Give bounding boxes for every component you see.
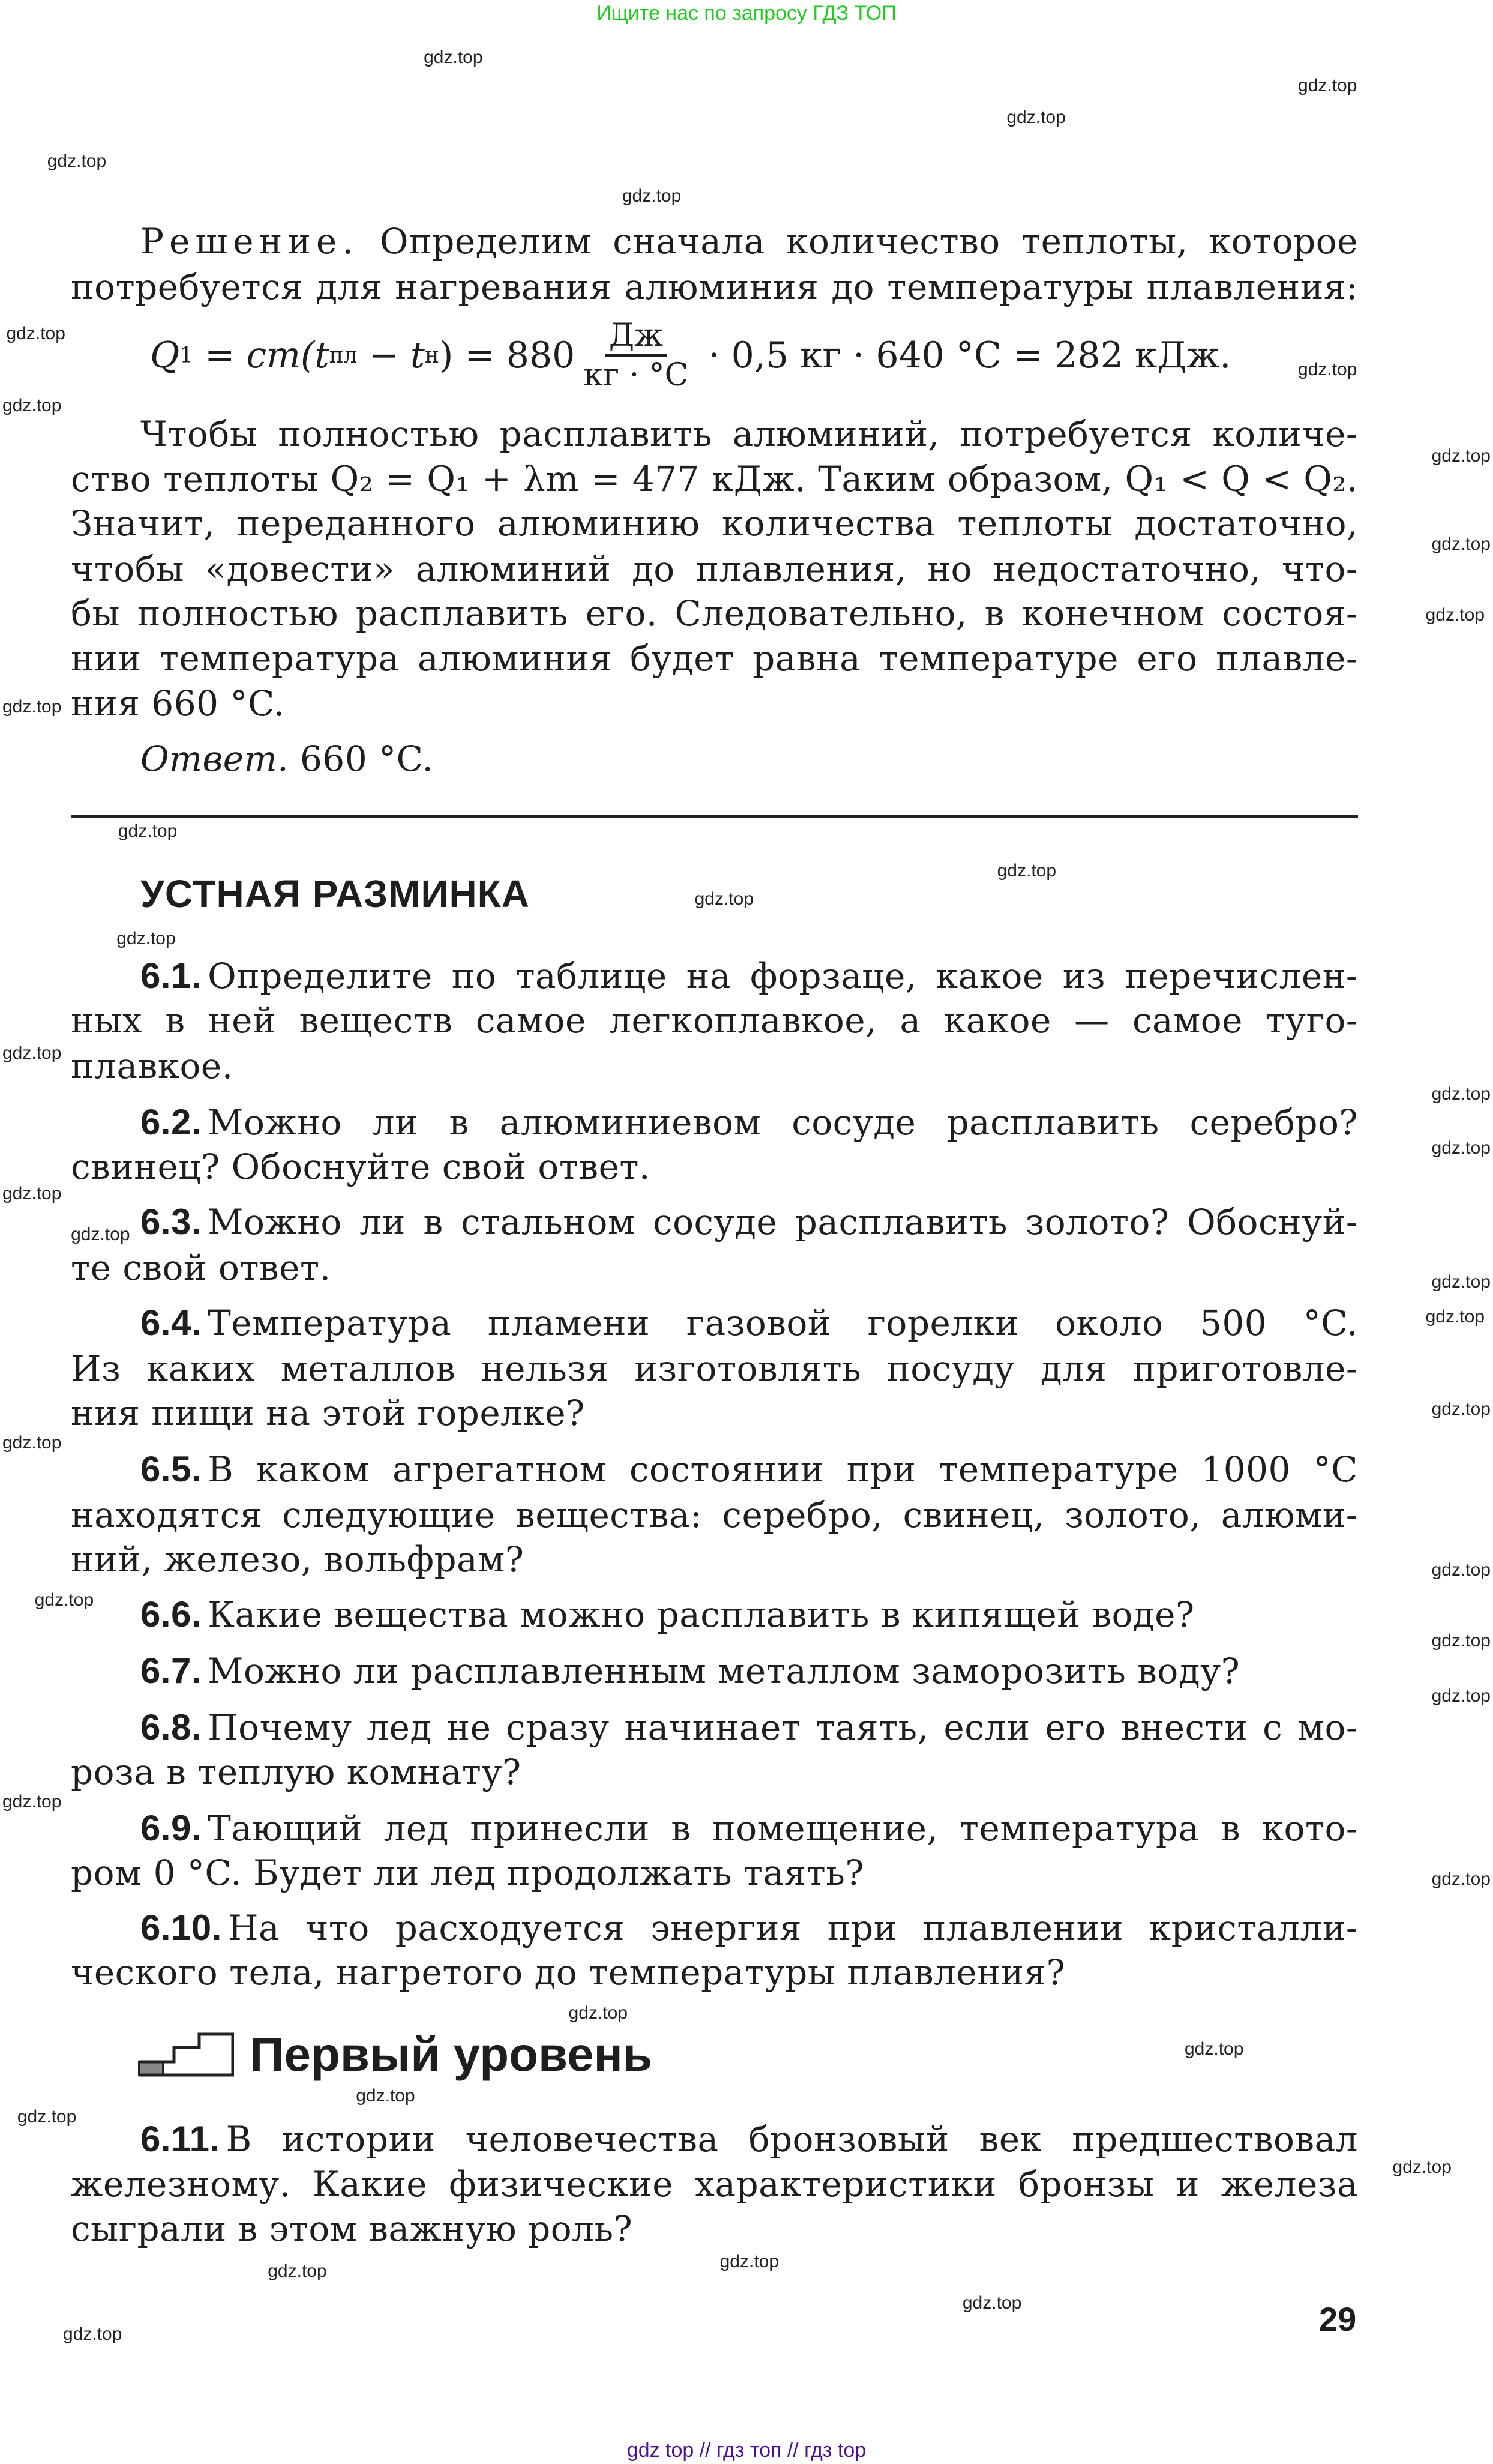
problem-line: находятся следующие вещества: серебро, свинец, золото, алюми- (71, 1495, 1358, 1535)
problem-number: 6.7. (140, 1651, 202, 1691)
watermark: gdz.top (997, 860, 1057, 881)
solution-line: потребуется для нагревания алюминия до температуры плавления: (71, 267, 1358, 307)
problem-line: железному. Какие физические характеристики бронзы и железа (71, 2164, 1358, 2205)
problem-number: 6.2. (140, 1102, 202, 1142)
section-title: УСТНАЯ РАЗМИНКА (140, 872, 530, 915)
watermark: gdz.top (1431, 446, 1491, 466)
watermark: gdz.top (1431, 1084, 1491, 1104)
fraction: $\frac{Дж}{кг \cdot ^\circ C}$ (583, 318, 689, 393)
watermark: gdz.top (356, 2085, 415, 2106)
problem-line: 6.10. На что расходуется энергия при плавлении кристалли- (140, 1908, 1358, 1948)
formula: Q 1 = cm (t пл − t н ) = 880 $\frac{Дж}{кг \cdot ^\circ C}$ · 0,5 кг · 640 °C = 282 кДж. (150, 318, 1231, 393)
watermark: gdz.top (1431, 1869, 1491, 1889)
section-title: Первый уровень (250, 2028, 653, 2081)
watermark: gdz.top (1185, 2039, 1244, 2059)
solution-line: ния 660 °C. (71, 683, 285, 724)
problem-line: 6.3. Можно ли в стальном сосуде расплавить золото? Обоснуй- (140, 1202, 1358, 1243)
watermark: gdz.top (1431, 1271, 1491, 1292)
problem-number: 6.9. (140, 1808, 202, 1848)
watermark: gdz.top (1006, 107, 1066, 127)
problem-line: ния пищи на этой горелке? (71, 1393, 585, 1433)
problem-line: те свой ответ. (71, 1247, 331, 1288)
problem-number: 6.4. (140, 1303, 202, 1343)
problem-line: сыграли в этом важную роль? (71, 2208, 633, 2249)
watermark: gdz.top (71, 1224, 130, 1244)
solution-line: Чтобы полностью расплавить алюминий, потребуется количе- (140, 414, 1358, 454)
problem-line: плавкое. (71, 1046, 233, 1086)
watermark: gdz.top (568, 2002, 628, 2023)
problem-line: 6.5. В каком агрегатном состоянии при температуре 1000 °C (140, 1449, 1358, 1490)
problem-number: 6.11. (140, 2119, 220, 2159)
watermark: gdz.top (2, 396, 62, 416)
problem-number: 6.8. (140, 1707, 202, 1747)
solution-line: Значит, переданного алюминию количества теплоты достаточно, (71, 503, 1358, 544)
watermark: gdz.top (622, 186, 682, 206)
watermark: gdz.top (1298, 76, 1357, 96)
watermark: gdz.top (1431, 1631, 1491, 1651)
answer-line: Ответ. 660 °C. (140, 738, 434, 779)
problem-line: 6.4. Температура пламени газовой горелки около 500 °C. (140, 1303, 1358, 1343)
solution-label: Решение. (140, 221, 359, 262)
problem-line: 6.6. Какие вещества можно расплавить в кипящей воде? (140, 1594, 1195, 1635)
problem-number: 6.10. (140, 1908, 222, 1948)
solution-line: нии температура алюминия будет равна температуре его плавле- (71, 638, 1358, 679)
watermark: gdz.top (1392, 2157, 1452, 2177)
problem-number: 6.5. (140, 1449, 202, 1489)
problem-line: ческого тела, нагретого до температуры плавления? (71, 1952, 1066, 1993)
problem-line: 6.8. Почему лед не сразу начинает таять, если его внести с мо- (140, 1707, 1358, 1748)
top-banner[interactable]: Ищите нас по запросу ГДЗ ТОП (596, 2, 897, 25)
problem-line: 6.11. В истории человечества бронзовый век предшествовал (140, 2119, 1358, 2160)
watermark: gdz.top (6, 323, 65, 343)
problem-line: 6.1. Определите по таблице на форзаце, какое из перечислен- (140, 956, 1358, 996)
answer-label: Ответ. (140, 738, 289, 779)
problem-line: ний, железо, вольфрам? (71, 1539, 524, 1580)
watermark: gdz.top (1431, 1399, 1491, 1420)
problem-line: ных в ней веществ самое легкоплавкое, а какое — самое туго- (71, 1000, 1358, 1041)
watermark: gdz.top (1431, 1686, 1491, 1706)
problem-line: Из каких металлов нельзя изготовлять посуду для приготовле- (71, 1348, 1358, 1389)
problem-line: свинец? Обоснуйте свой ответ. (71, 1146, 650, 1187)
watermark: gdz.top (1431, 1560, 1491, 1580)
watermark: gdz.top (1425, 1306, 1485, 1327)
problem-line: ром 0 °C. Будет ли лед продолжать таять? (71, 1852, 864, 1893)
problem-number: 6.1. (140, 956, 202, 996)
divider (71, 815, 1358, 818)
solution-line: чтобы «довести» алюминий до плавления, но недостаточно, что- (71, 549, 1358, 589)
watermark: gdz.top (2, 696, 62, 717)
bottom-banner[interactable]: gdz top // гдз топ // гдз top (626, 2439, 867, 2462)
problem-line: роза в теплую комнату? (71, 1752, 521, 1792)
watermark: gdz.top (719, 2252, 780, 2272)
problem-number: 6.6. (140, 1594, 202, 1634)
solution-line: Решение. Определим сначала количество теплоты, которое (140, 221, 1358, 262)
problem-line: 6.2. Можно ли в алюминиевом сосуде расплавить серебро? (140, 1102, 1358, 1143)
problem-number: 6.3. (140, 1202, 202, 1242)
problem-line: 6.7. Можно ли расплавленным металлом заморозить воду? (140, 1651, 1240, 1691)
watermark: gdz.top (2, 1183, 62, 1203)
watermark: gdz.top (116, 928, 176, 948)
problem-line: 6.9. Тающий лед принесли в помещение, температура в кото- (140, 1808, 1358, 1849)
stairs-level-icon (138, 2032, 234, 2077)
watermark: gdz.top (1431, 534, 1491, 555)
watermark: gdz.top (1431, 1137, 1491, 1158)
watermark: gdz.top (118, 821, 178, 841)
watermark: gdz.top (2, 1432, 62, 1453)
watermark: gdz.top (2, 1043, 62, 1064)
watermark: gdz.top (17, 2107, 77, 2127)
solution-line: ство теплоты Q₂ = Q₁ + λm = 477 кДж. Таким образом, Q₁ < Q < Q₂. (71, 459, 1358, 499)
watermark: gdz.top (1298, 359, 1357, 379)
page-number: 29 (1319, 2300, 1357, 2338)
watermark: gdz.top (47, 151, 107, 172)
watermark: gdz.top (268, 2261, 327, 2282)
watermark: gdz.top (63, 2324, 122, 2345)
watermark: gdz.top (962, 2292, 1022, 2313)
watermark: gdz.top (34, 1590, 94, 1610)
solution-line: бы полностью расплавить его. Следовательно, в конечном состоя- (71, 593, 1358, 634)
watermark: gdz.top (694, 888, 754, 909)
watermark: gdz.top (424, 47, 483, 68)
watermark: gdz.top (1425, 605, 1485, 625)
watermark: gdz.top (2, 1792, 62, 1812)
